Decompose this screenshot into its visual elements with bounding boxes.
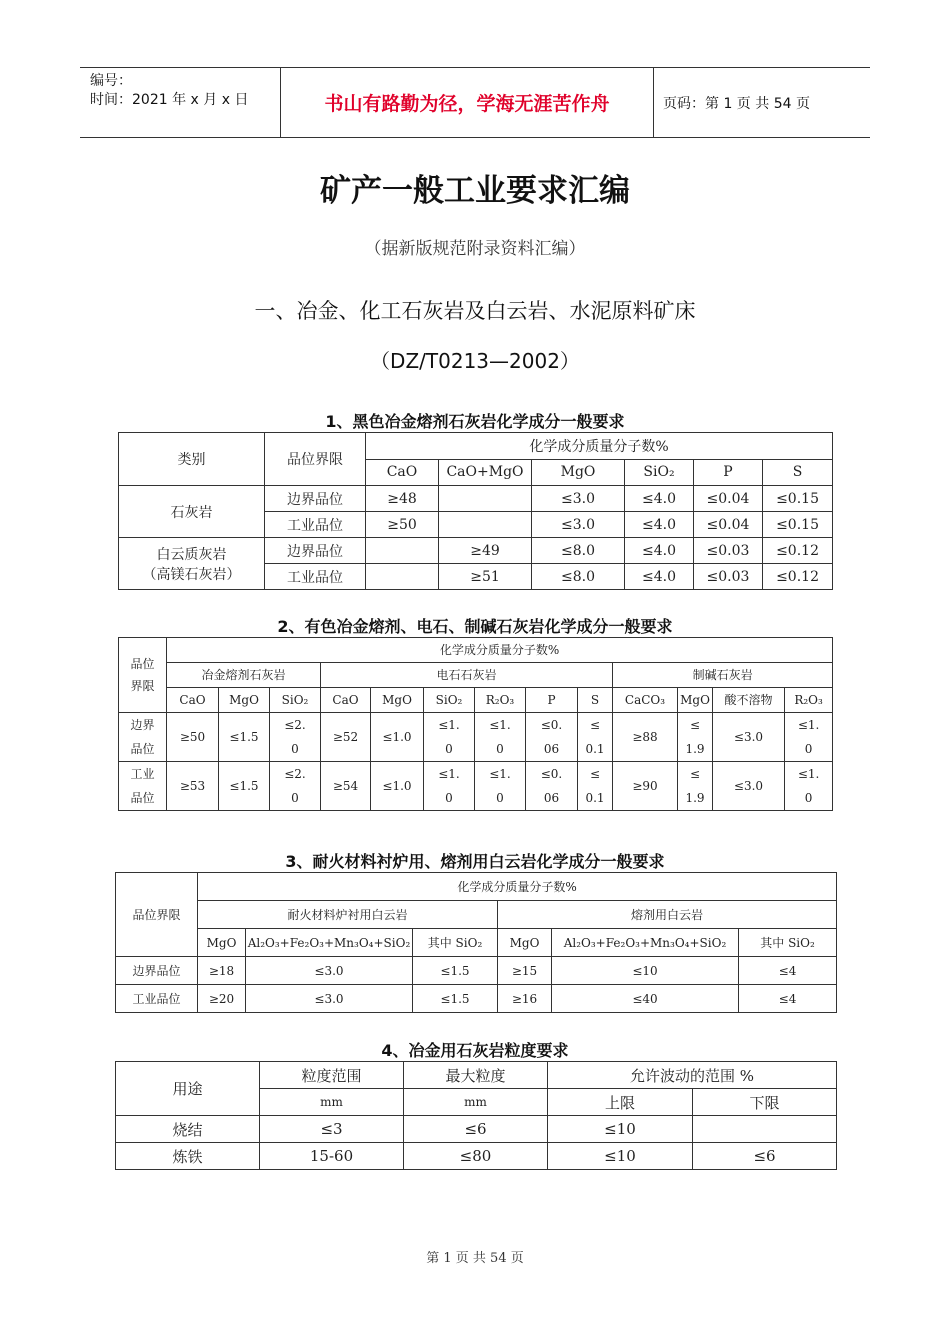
table1-grade: 工业品位 (265, 512, 366, 538)
table2-cell (424, 713, 475, 762)
table2-cell (270, 762, 321, 811)
table1-cell: ≤0.12 (763, 538, 833, 564)
table2-col: MgO (678, 688, 713, 713)
table4-use: 烧结 (116, 1116, 260, 1143)
table4-header-upper: 上限 (548, 1089, 693, 1116)
table2-cell: ≥54 (321, 762, 371, 811)
table2-cell: ≤3.0 (713, 713, 785, 762)
table2-grade-text: 边界品位 (130, 718, 155, 756)
table4-unit: mm (260, 1089, 404, 1116)
table2-cell (526, 762, 578, 811)
table1-cell: ≤3.0 (532, 486, 625, 512)
table1-col: S (763, 459, 833, 486)
table2-col: R₂O₃ (785, 688, 833, 713)
table2-col: S (578, 688, 613, 713)
table3-header-grade: 品位界限 (116, 873, 198, 957)
table3-cell: ≤10 (552, 957, 739, 985)
table1-header-grade: 品位界限 (265, 433, 366, 486)
table4-cell: ≤80 (404, 1143, 548, 1170)
table2-caption: 2、有色冶金熔剂、电石、制碱石灰岩化学成分一般要求 (277, 617, 673, 636)
table4-cell (693, 1116, 837, 1143)
table1-group-name-line1: 白云质灰岩 (156, 546, 227, 563)
document-title: 矿产一般工业要求汇编 (320, 173, 630, 209)
table1-grade: 边界品位 (265, 486, 366, 512)
table1-header-category: 类别 (119, 433, 265, 486)
table2-group-header: 冶金熔剂石灰岩 (167, 663, 321, 688)
table3-col: MgO (498, 929, 552, 957)
table2-cell-text: ≤0.06 (540, 767, 563, 805)
table1-col: CaO+MgO (439, 459, 532, 486)
table2-cell-text: ≤1.9 (685, 718, 705, 756)
table2-cell-text: ≤1.0 (797, 718, 820, 756)
table1-cell: ≤0.03 (694, 564, 763, 590)
table1-cell: ≤0.04 (694, 512, 763, 538)
table-row (116, 1143, 837, 1170)
table1-cell: ≥49 (439, 538, 532, 564)
table1-caption: 1、黑色冶金熔剂石灰岩化学成分一般要求 (325, 412, 625, 431)
table2-cell: ≥50 (167, 713, 219, 762)
table2-col: CaO (167, 688, 219, 713)
table4-unit: mm (404, 1089, 548, 1116)
table3-cell: ≥15 (498, 957, 552, 985)
table3-cell: ≤3.0 (246, 957, 413, 985)
table2-header-grade-text: 品位界限 (130, 657, 155, 693)
table2-cell: ≤1.0 (371, 762, 424, 811)
table2-cell: ≤1.5 (219, 762, 270, 811)
table3 (115, 872, 837, 1013)
table-row (119, 486, 833, 512)
table-row (116, 957, 837, 985)
table2-cell-text: ≤1.0 (438, 767, 460, 805)
table1 (118, 432, 833, 590)
table1-cell: ≥51 (439, 564, 532, 590)
table2-cell (526, 713, 578, 762)
table4-cell: ≤10 (548, 1116, 693, 1143)
table1-group-name: 石灰岩 (119, 486, 265, 538)
table1-cell: ≤0.15 (763, 486, 833, 512)
table2-cell-text: ≤1.9 (685, 767, 705, 805)
page-footer: 第 1 页 共 54 页 (426, 1251, 524, 1266)
table1-col: CaO (366, 459, 439, 486)
table1-cell (439, 486, 532, 512)
table4-use: 炼铁 (116, 1143, 260, 1170)
header-meta (80, 68, 281, 137)
table2-cell (424, 762, 475, 811)
table1-header-chem: 化学成分质量分子数% (366, 433, 833, 460)
table4-header-lower: 下限 (693, 1089, 837, 1116)
motto: 书山有路勤为径，学海无涯苦作舟 (281, 68, 654, 137)
table1-cell: ≤4.0 (625, 564, 694, 590)
table-row (119, 762, 833, 811)
table1-cell (366, 564, 439, 590)
table4-cell: ≤3 (260, 1116, 404, 1143)
table4-header-max: 最大粒度 (404, 1062, 548, 1089)
page-info: 页码：第 1 页 共 54 页 (663, 95, 810, 112)
table3-group-header: 熔剂用白云岩 (498, 901, 837, 929)
table2-cell (475, 713, 526, 762)
table2-col: SiO₂ (270, 688, 321, 713)
table3-cell: ≤40 (552, 985, 739, 1013)
table2-group-header: 制碱石灰岩 (613, 663, 833, 688)
document-header (80, 67, 870, 138)
table3-caption: 3、耐火材料衬炉用、熔剂用白云岩化学成分一般要求 (285, 852, 665, 871)
table2-grade (119, 713, 167, 762)
table3-cell: ≥20 (198, 985, 246, 1013)
table2-col: CaO (321, 688, 371, 713)
table4-header-use: 用途 (116, 1062, 260, 1116)
table2-col: CaCO₃ (613, 688, 678, 713)
table1-cell: ≤3.0 (532, 512, 625, 538)
table2-cell: ≤1.0 (371, 713, 424, 762)
table3-cell: ≤4 (739, 957, 837, 985)
table4-cell: ≤6 (404, 1116, 548, 1143)
table2-cell: ≥88 (613, 713, 678, 762)
table1-grade: 工业品位 (265, 564, 366, 590)
table1-cell: ≤4.0 (625, 512, 694, 538)
table2-grade (119, 762, 167, 811)
table2-group-header: 电石石灰岩 (321, 663, 613, 688)
table1-cell: ≤8.0 (532, 564, 625, 590)
table2-cell-text: ≤0.06 (540, 718, 563, 756)
table1-cell: ≤4.0 (625, 538, 694, 564)
table1-grade: 边界品位 (265, 538, 366, 564)
table3-cell: ≥18 (198, 957, 246, 985)
table1-cell: ≤0.04 (694, 486, 763, 512)
table1-cell: ≥50 (366, 512, 439, 538)
table4 (115, 1061, 837, 1170)
table2-cell-text: ≤1.0 (438, 718, 460, 756)
table1-cell: ≤0.12 (763, 564, 833, 590)
table3-grade: 边界品位 (116, 957, 198, 985)
table1-cell (366, 538, 439, 564)
table4-cell: ≤10 (548, 1143, 693, 1170)
table2-cell: ≥90 (613, 762, 678, 811)
time-label: 时间：2021 年 x 月 x 日 (90, 92, 249, 108)
table3-grade: 工业品位 (116, 985, 198, 1013)
table1-cell: ≤0.03 (694, 538, 763, 564)
table2 (118, 637, 833, 811)
table2-col: MgO (219, 688, 270, 713)
document-subtitle: （据新版规范附录资料汇编） (364, 239, 586, 259)
table2-cell: ≥52 (321, 713, 371, 762)
table4-header-allow: 允许波动的范围 % (548, 1062, 837, 1089)
table2-cell (578, 762, 613, 811)
table2-cell (678, 713, 713, 762)
table2-col: P (526, 688, 578, 713)
section-heading: 一、冶金、化工石灰岩及白云岩、水泥原料矿床 (254, 299, 696, 323)
table2-header-chem: 化学成分质量分子数% (167, 638, 833, 663)
table2-grade-text: 工业品位 (130, 767, 155, 805)
table2-cell-text: ≤0.1 (585, 718, 605, 756)
number-label: 编号： (90, 73, 132, 89)
table2-col: 酸不溶物 (713, 688, 785, 713)
table1-group-name-line2: （高镁石灰岩） (142, 566, 241, 583)
table2-cell (785, 713, 833, 762)
table-row (116, 985, 837, 1013)
table1-cell: ≤4.0 (625, 486, 694, 512)
table3-cell: ≤3.0 (246, 985, 413, 1013)
table3-header-chem: 化学成分质量分子数% (198, 873, 837, 901)
table4-cell: ≤6 (693, 1143, 837, 1170)
table2-cell (785, 762, 833, 811)
table1-col: P (694, 459, 763, 486)
table2-cell (678, 762, 713, 811)
table1-cell: ≥48 (366, 486, 439, 512)
table2-cell: ≥53 (167, 762, 219, 811)
table2-col: MgO (371, 688, 424, 713)
table2-cell-text: ≤2.0 (284, 718, 306, 756)
table2-col: SiO₂ (424, 688, 475, 713)
table2-cell-text: ≤2.0 (284, 767, 306, 805)
table2-cell-text: ≤1.0 (797, 767, 820, 805)
standard-code: （DZ/T0213—2002） (370, 349, 580, 373)
table2-cell-text: ≤1.0 (489, 718, 511, 756)
table4-cell: 15-60 (260, 1143, 404, 1170)
table1-cell: ≤0.15 (763, 512, 833, 538)
table3-cell: ≤1.5 (413, 985, 498, 1013)
table3-cell: ≤4 (739, 985, 837, 1013)
table2-cell (270, 713, 321, 762)
table1-col: MgO (532, 459, 625, 486)
table3-col: 其中 SiO₂ (739, 929, 837, 957)
table2-cell: ≤3.0 (713, 762, 785, 811)
table2-cell-text: ≤0.1 (585, 767, 605, 805)
table4-header-range: 粒度范围 (260, 1062, 404, 1089)
table2-cell-text: ≤1.0 (489, 767, 511, 805)
table1-group-name (119, 538, 265, 590)
table-row (119, 713, 833, 762)
table-row (119, 538, 833, 564)
table3-cell: ≤1.5 (413, 957, 498, 985)
table2-header-grade (119, 638, 167, 713)
table2-cell (475, 762, 526, 811)
table3-col: MgO (198, 929, 246, 957)
table3-col: 其中 SiO₂ (413, 929, 498, 957)
table3-col: Al₂O₃+Fe₂O₃+Mn₃O₄+SiO₂ (246, 929, 413, 957)
table-row (116, 1116, 837, 1143)
table2-cell (578, 713, 613, 762)
table4-caption: 4、冶金用石灰岩粒度要求 (381, 1041, 569, 1060)
table3-cell: ≥16 (498, 985, 552, 1013)
table1-cell (439, 512, 532, 538)
table1-cell: ≤8.0 (532, 538, 625, 564)
table2-cell: ≤1.5 (219, 713, 270, 762)
table3-group-header: 耐火材料炉衬用白云岩 (198, 901, 498, 929)
table3-col: Al₂O₃+Fe₂O₃+Mn₃O₄+SiO₂ (552, 929, 739, 957)
table1-col: SiO₂ (625, 459, 694, 486)
table2-col: R₂O₃ (475, 688, 526, 713)
